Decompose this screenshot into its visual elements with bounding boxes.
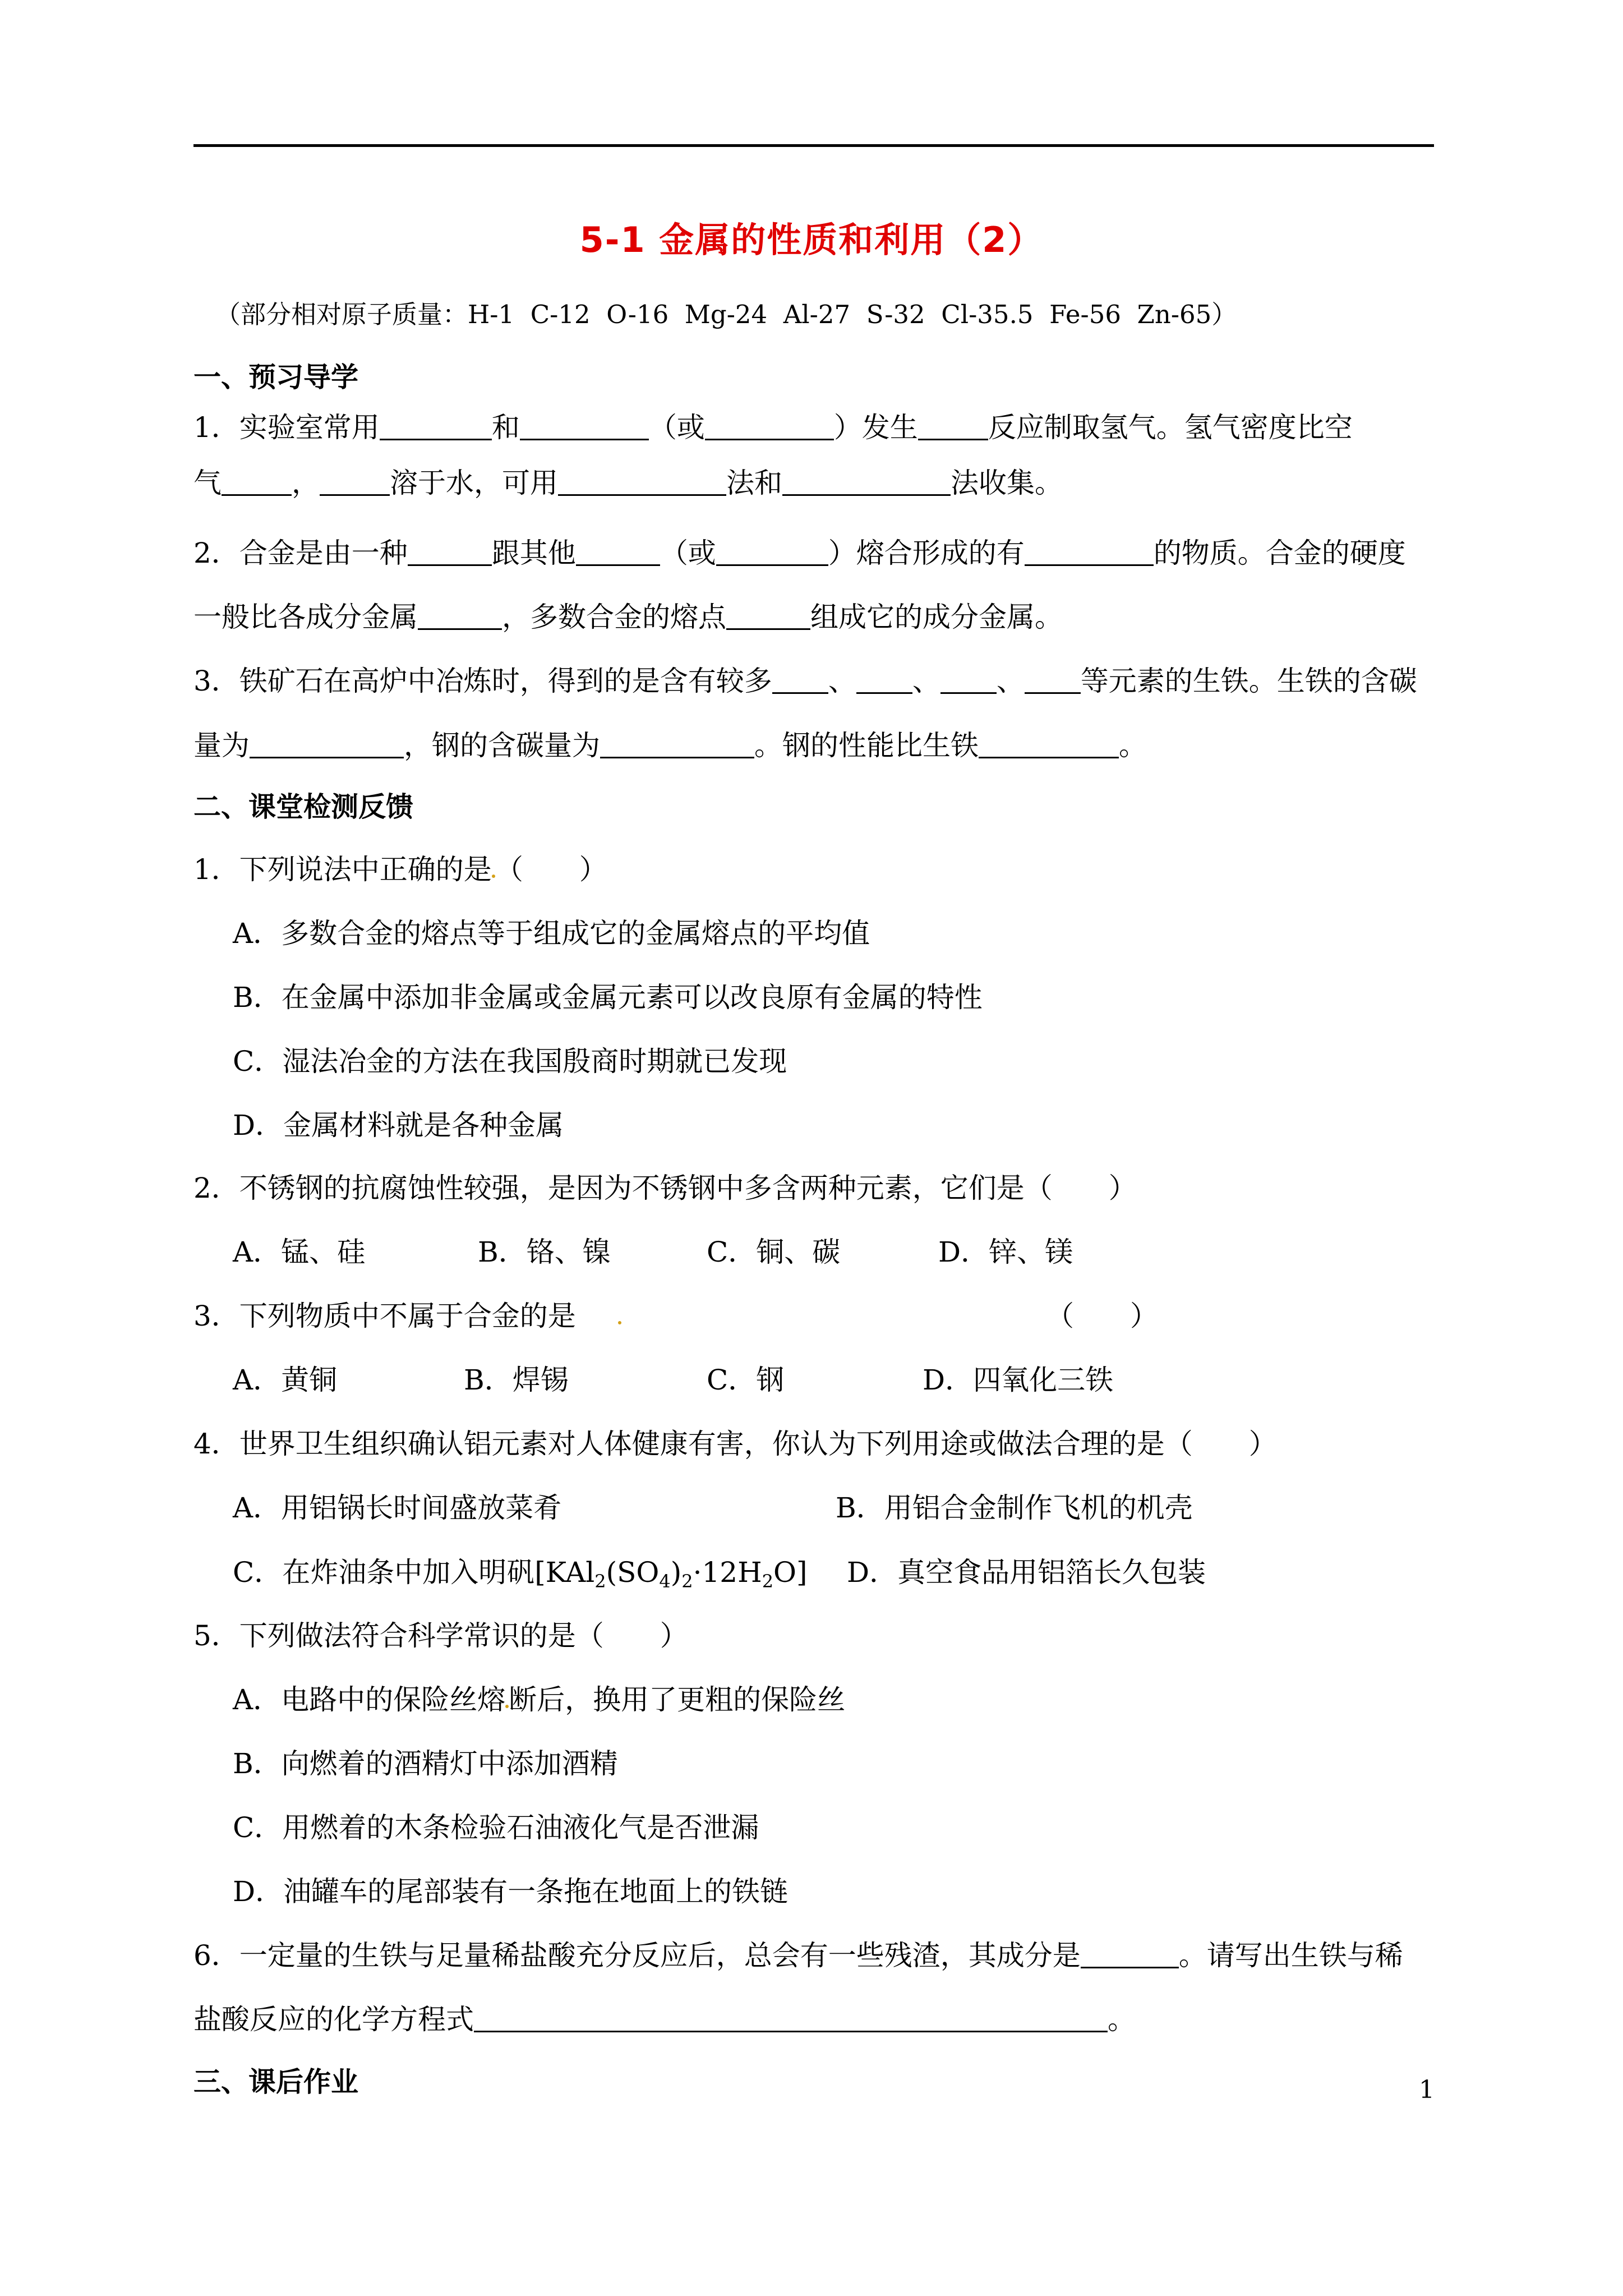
s2-q5-option-c[interactable]: C．用燃着的木条检验石油液化气是否泄漏 [233, 1811, 759, 1844]
answer-blank[interactable] [1025, 536, 1154, 566]
answer-blank[interactable] [408, 536, 492, 566]
section-heading-classroom: 二、课堂检测反馈 [193, 791, 414, 823]
answer-blank[interactable] [380, 411, 492, 440]
answer-blank[interactable] [1025, 664, 1081, 694]
s2-q5-option-d[interactable]: D．油罐车的尾部装有一条拖在地面上的铁链 [233, 1875, 789, 1908]
s1-q3-line1: 3．铁矿石在高炉中冶炼时，得到的是含有较多 、 、 、 等元素的生铁。生铁的含碳 [193, 665, 1417, 697]
s2-q1-option-c[interactable]: C．湿法冶金的方法在我国殷商时期就已发现 [233, 1045, 787, 1078]
page-number: 1 [1419, 2076, 1435, 2104]
s1-q1-line2: 气 ， 溶于水，可用 法和 法收集。 [193, 467, 1063, 499]
s2-q5-option-a[interactable]: A．电路中的保险丝熔 断后，换用了更粗的保险丝 [233, 1683, 846, 1716]
s2-q2-option-a[interactable]: A．锰、硅 [233, 1236, 366, 1268]
answer-blank[interactable] [856, 664, 912, 694]
s1-q3-line2: 量为 ，钢的含碳量为 。钢的性能比生铁 。 [193, 729, 1147, 762]
s1-q2-line2: 一般比各成分金属 ，多数合金的熔点 组成它的成分金属。 [193, 601, 1063, 633]
s2-q3-option-b[interactable]: B．焊锡 [464, 1364, 569, 1396]
stray-dot-mark [618, 1321, 621, 1324]
answer-blank[interactable] [250, 729, 404, 758]
s1-q2-line1: 2．合金是由一种 跟其他 （或 ）熔合形成的有 的物质。合金的硬度 [193, 537, 1406, 569]
s2-q2-stem: 2．不锈钢的抗腐蚀性较强，是因为不锈钢中多含两种元素，它们是（ ） [193, 1172, 1137, 1204]
s2-q1-stem: 1．下列说法中正确的是 （ ） [193, 853, 607, 886]
answer-blank[interactable] [716, 536, 828, 566]
s2-q6-line1: 6．一定量的生铁与足量稀盐酸充分反应后，总会有一些残渣，其成分是 。请写出生铁与稀 [193, 1939, 1403, 1972]
answer-blank[interactable] [520, 411, 649, 440]
s2-q2-option-c[interactable]: C．铜、碳 [707, 1236, 841, 1268]
answer-blank[interactable] [979, 729, 1119, 758]
s2-q4-option-c[interactable]: C．在炸油条中加入明矾$[KAl_2(SO_4)_2\cdot 12H_2O]$ [233, 1556, 808, 1592]
s1-q1-line1: 1．实验室常用 和 （或 ）发生 反应制取氢气。氢气密度比空 [193, 411, 1353, 444]
s2-q4-option-b[interactable]: B．用铝合金制作飞机的机壳 [836, 1492, 1193, 1524]
answer-blank[interactable] [558, 466, 726, 496]
atomic-masses-note: （部分相对原子质量：H-1 C-12 O-16 Mg-24 Al-27 S-32 Cl-35.5 Fe-56 Zn-65） [215, 300, 1237, 329]
s2-q3-option-a[interactable]: A．黄铜 [233, 1364, 338, 1396]
page-title: 5-1 金属的性质和利用（2） [579, 219, 1044, 260]
answer-blank[interactable] [600, 729, 754, 758]
answer-blank[interactable] [918, 411, 988, 440]
answer-blank[interactable] [418, 600, 502, 630]
answer-blank[interactable] [940, 664, 997, 694]
answer-blank[interactable] [772, 664, 828, 694]
s2-q5-option-b[interactable]: B．向燃着的酒精灯中添加酒精 [233, 1747, 618, 1780]
answer-blank[interactable] [782, 466, 951, 496]
s2-q4-stem: 4．世界卫生组织确认铝元素对人体健康有害，你认为下列用途或做法合理的是（ ） [193, 1428, 1277, 1460]
s2-q5-stem: 5．下列做法符合科学常识的是（ ） [193, 1619, 688, 1652]
section-heading-preview: 一、预习导学 [193, 361, 359, 393]
s2-q6-line2: 盐酸反应的化学方程式 。 [193, 2003, 1136, 2036]
section-heading-homework: 三、课后作业 [193, 2066, 359, 2098]
answer-blank[interactable] [320, 466, 390, 496]
answer-blank[interactable] [705, 411, 834, 440]
answer-blank[interactable] [726, 600, 810, 630]
header-rule [193, 144, 1434, 147]
s2-q3-option-d[interactable]: D．四氧化三铁 [923, 1364, 1114, 1396]
s2-q3-paren: （ ） [1046, 1300, 1158, 1332]
s2-q1-option-d[interactable]: D．金属材料就是各种金属 [233, 1109, 564, 1142]
answer-blank[interactable] [474, 2003, 1108, 2032]
answer-blank[interactable] [1081, 1939, 1179, 1968]
s2-q4-option-d[interactable]: D．真空食品用铝箔长久包装 [847, 1556, 1206, 1589]
s2-q2-option-b[interactable]: B．铬、镍 [478, 1236, 611, 1268]
s2-q1-option-b[interactable]: B．在金属中添加非金属或金属元素可以改良原有金属的特性 [233, 981, 983, 1014]
s2-q4-option-a[interactable]: A．用铝锅长时间盛放菜肴 [233, 1492, 562, 1524]
s2-q3-option-c[interactable]: C．钢 [707, 1364, 785, 1396]
s2-q1-option-a[interactable]: A．多数合金的熔点等于组成它的金属熔点的平均值 [233, 917, 870, 950]
answer-blank[interactable] [576, 536, 660, 566]
answer-blank[interactable] [222, 466, 292, 496]
s2-q3-stem: 3．下列物质中不属于合金的是 [193, 1296, 621, 1336]
s2-q2-option-d[interactable]: D．锌、镁 [938, 1236, 1073, 1268]
